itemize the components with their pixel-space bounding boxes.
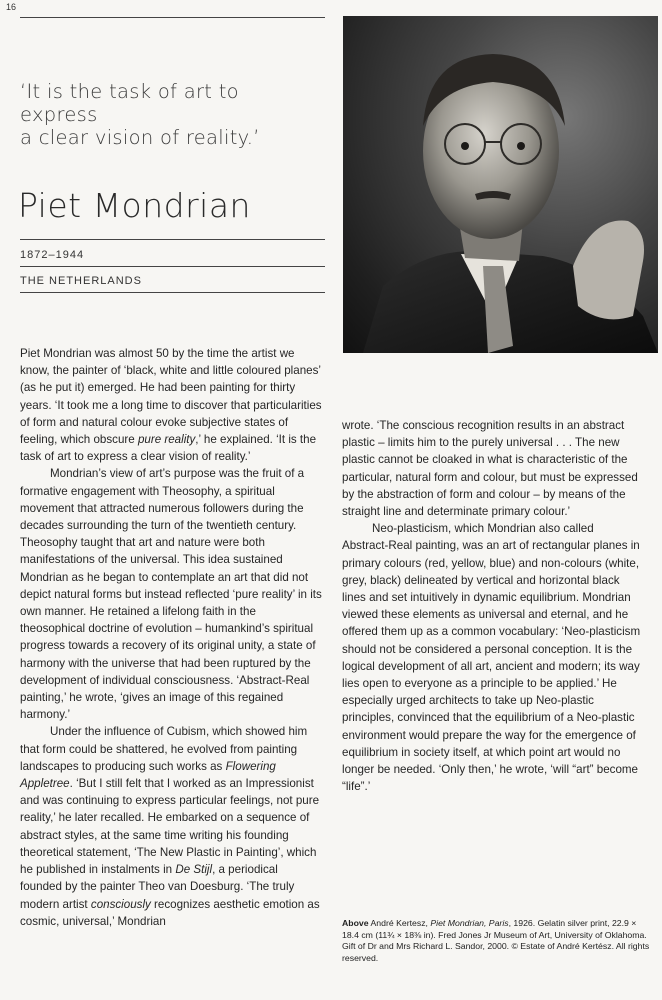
photo-caption <box>342 918 654 964</box>
artist-dates: 1872–1944 <box>20 249 85 261</box>
caption-run-2: , 1926. Gelatin silver print, 22.9 × 18.4 cm (11¾ × 18⅜ in). Fred Jones Jr Museum of Art, University of Oklahoma. Gift of Dr and Mrs Richard L. Sandor, 2000. © Estate of André Kertész. All rights reserved. <box>342 918 650 963</box>
pull-quote <box>20 80 320 149</box>
cubism-run-4: , a periodical founded by the painter Theo van Doesburg. ‘The truly modern artist <box>20 863 295 911</box>
pull-quote-line-2: a clear vision of reality.’ <box>20 126 260 149</box>
paragraph-theosophy: Mondrian’s view of art’s purpose was the fruit of a formative engagement with Theosophy, a spiritual movement that attracted numerous followers during the decades surrounding the turn of the twentieth century. Theosophy taught that art and nature were both manifestations of the universal. This idea sustained Mondrian as he began to contemplate an art that did not depict natural forms but instead reflected ‘pure reality’ in its own manner. He retained a lifelong faith in the theosophical doctrine of evolution – humankind’s spiritual progress towards a recovery of its original unity, a state of harmony with the universe that had been ruptured by the development of individual consciousness. ‘Abstract-Real painting,’ he wrote, ‘gives an image of this regained harmony.’ <box>20 467 322 722</box>
rule-below-name <box>20 239 325 240</box>
paragraph-intro <box>20 345 322 465</box>
cubism-run-6: recognizes aesthetic emotion as cosmic, universal,’ Mondrian <box>20 897 320 928</box>
cubism-run-0: Under the influence of Cubism, which showed him that form could be shattered, he evolved from painting landscapes to producing such works as <box>20 725 308 773</box>
top-rule <box>20 17 325 18</box>
artist-country: THE NETHERLANDS <box>20 275 142 287</box>
cubism-run-1: Flowering Appletree <box>20 759 276 791</box>
caption-label: Above <box>342 918 369 928</box>
cubism-run-5: consciously <box>90 897 151 911</box>
portrait-photo <box>343 16 658 353</box>
paragraph-continuation: wrote. ‘The conscious recognition results in an abstract plastic – limits him to the purely universal . . . The new plastic cannot be cloaked in what is characteristic of the particular, natural form and colour, but must be expressed by the abstraction of form and colour – by means of the straight line and determinate primary colour.’ <box>342 419 638 519</box>
caption-text <box>342 918 649 963</box>
pull-quote-line-1: ‘It is the task of art to express <box>20 80 239 126</box>
rule-below-dates <box>20 266 325 267</box>
intro-run-0: Piet Mondrian was almost 50 by the time the artist we know, the painter of ‘black, white and little coloured planes’ (as he put it) emerged. He had been painting for thirty years. ‘It took me a long time to discover that particularities of form and natural colour evoke subjective states of feeling, which obscure <box>20 347 322 447</box>
caption-run-1: Piet Mondrian, Paris <box>430 918 509 928</box>
caption-run-0: André Kertesz, <box>368 918 431 928</box>
rule-below-country <box>20 292 325 293</box>
intro-run-2: ,’ he explained. ‘It is the task of art to express a clear vision of reality.’ <box>20 433 317 464</box>
hand-shape <box>573 221 644 320</box>
body-column-right <box>342 417 642 795</box>
intro-run-1: pure reality <box>137 433 196 447</box>
page-number: 16 <box>6 2 17 12</box>
right-eye <box>517 142 525 150</box>
body-column-left <box>20 345 322 930</box>
left-eye <box>461 142 469 150</box>
paragraph-cubism <box>20 723 322 929</box>
cubism-run-2: . ‘But I still felt that I worked as an Impressionist and was continuing to express particular feelings, not pure reality,’ he later recalled. He embarked on a sequence of abstract styles, at the same time writing his founding theoretical statement, ‘The New Plastic in Painting’, which he published in instalments in <box>20 777 320 877</box>
paragraph-neo-plasticism: Neo-plasticism, which Mondrian also called Abstract-Real painting, was an art of rectangular planes in primary colours (red, yellow, blue) and non-colours (white, grey, black) delineated by vertical and horizontal black lines and set intuitively in dynamic equilibrium. Mondrian viewed these elements as universal and eternal, and he offered them up as a common vocabulary: ‘Neo-plasticism should not be considered a personal conception. It is the logical development of all art, ancient and modern; its way lies open to everyone as a principle to be applied.’ He especially urged architects to take up Neo-plastic principles, convinced that the equilibrium of a Neo-plastic environment would prepare the way for the emergence of equilibrium in society itself, at which point art would no longer be needed. ‘Only then,’ he wrote, ‘will “art” become “life”.’ <box>342 522 641 794</box>
portrait-illustration <box>343 16 658 353</box>
cubism-run-3: De Stijl <box>175 863 213 877</box>
artist-name: Piet Mondrian <box>18 186 251 225</box>
